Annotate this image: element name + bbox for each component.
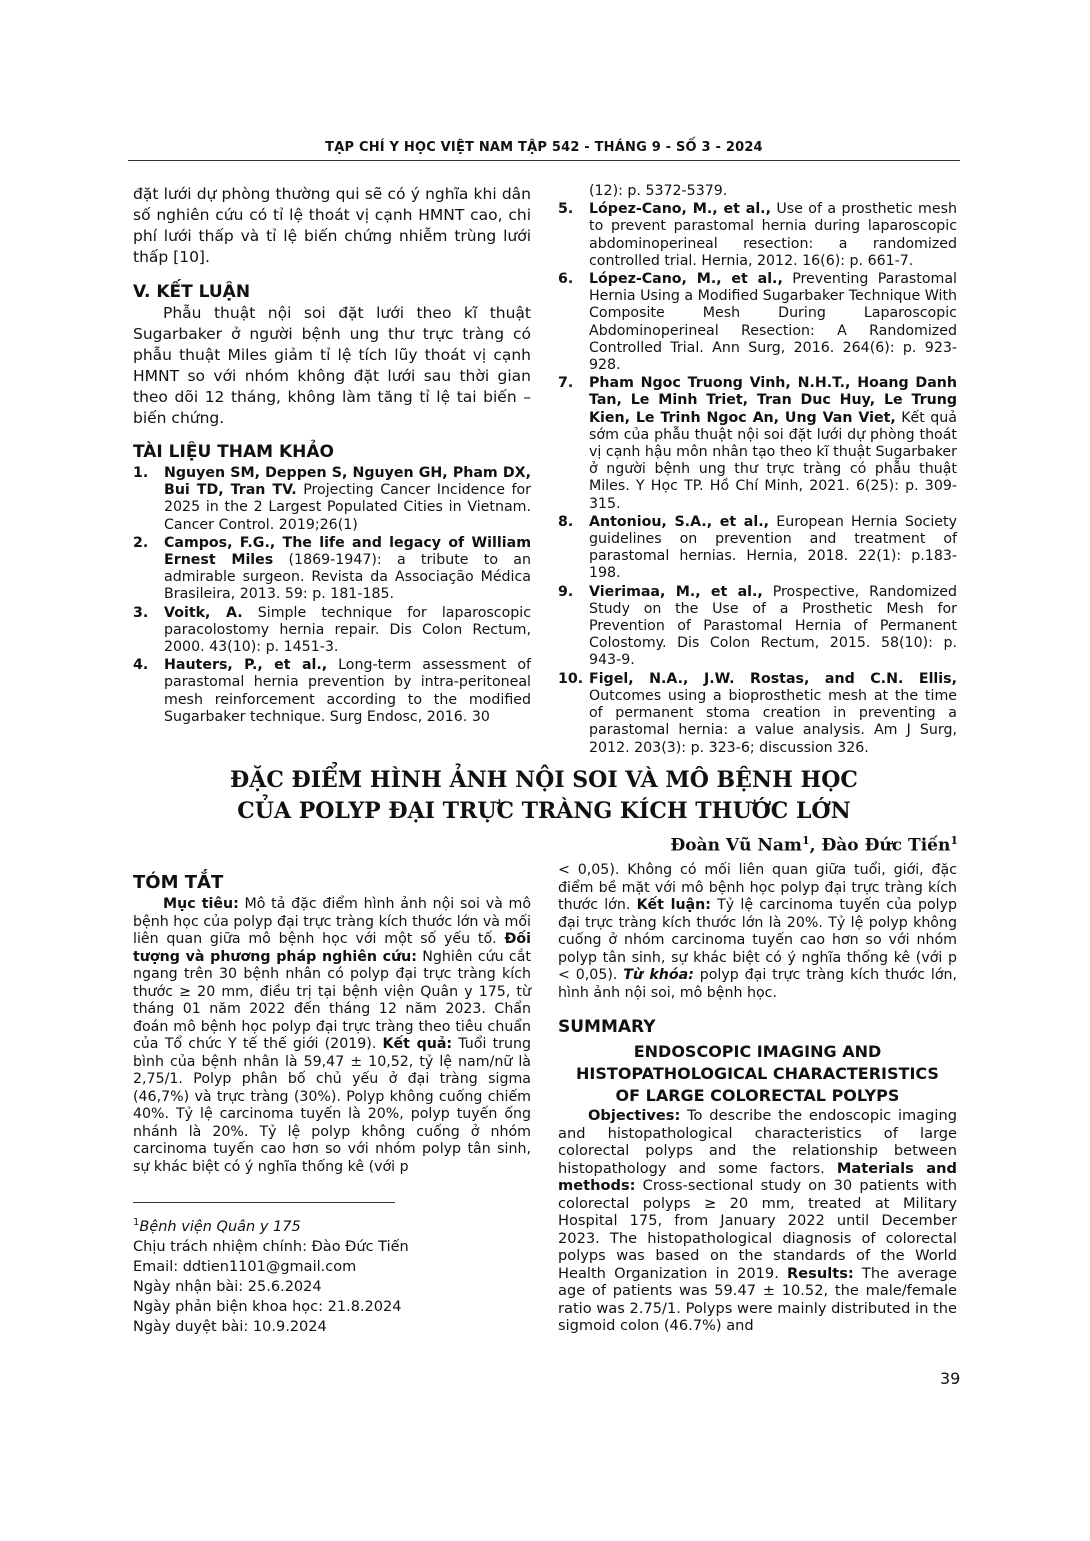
- reference-authors: López-Cano, M., et al.,: [589, 201, 771, 218]
- result-label: Kết quả:: [382, 1036, 453, 1052]
- author-1: Đoàn Vũ Nam: [670, 835, 802, 856]
- reference-text: [589, 375, 957, 513]
- abstract-vi: [133, 872, 531, 1176]
- summary-method-label: Materials and methods:: [558, 1159, 957, 1194]
- reference-details: Preventing Parastomal Hernia Using a Modified Sugarbaker Technique With Composite Mesh During Laparoscopic Abdominoperineal Resection: A Randomized Controlled Trial. Ann Surg, 2016. 264(6): p. 923-928.: [589, 271, 957, 374]
- email: Email: ddtien1101@gmail.com: [133, 1258, 357, 1275]
- summary-result-text: The average age of patients was 59.47 ± 10.52, the male/female ratio was 2.75/1. Polyps were mainly distributed in the sigmoid colon (46.7%) and: [558, 1264, 957, 1334]
- reference-number: 4.: [133, 657, 149, 674]
- conclusion-label: Kết luận:: [636, 897, 711, 913]
- reference-number: 8.: [558, 513, 574, 530]
- reference-details: (1869-1947): a tribute to an admirable surgeon. Revista da Associação Médica Brasileira, 2013. 59: p. 181-185.: [164, 552, 531, 603]
- header-rule: [128, 160, 960, 161]
- method-label: Đối tượng và phương pháp nghiên cứu:: [133, 931, 531, 965]
- reference-details: Outcomes using a bioprosthetic mesh at the time of permanent stoma creation in preventing a parastomal hernia: a value analysis. Am J Surg, 2012. 203(3): p. 323-6; discussion 326.: [589, 687, 957, 756]
- reference-number: 2.: [133, 534, 149, 551]
- conclusion-abstract-text: Tỷ lệ carcinoma tuyến của polyp đại trực tràng kích thước lớn là 20%. Tỷ lệ polyp không cuống ở nhóm carcinoma tuyến cao hơn so với nhóm polyp tân sinh, sự khác biệt có ý nghĩa thống kê (với p < 0,05).: [558, 897, 957, 983]
- reference-details: Kết quả sớm của phẫu thuật nội soi đặt lưới dự phòng thoát vị cạnh hậu môn nhân tạo theo kĩ thuật Sugarbaker ở người bệnh ung thư trực tràng có phẫu thuật Miles. Y Học TP. Hồ Chí Minh, 2021. 6(25): p. 309-315.: [589, 409, 957, 512]
- affiliation-text: Bệnh viện Quân y 175: [139, 1218, 301, 1235]
- reference-authors: Antoniou, S.A., et al.,: [589, 513, 770, 530]
- summary-result-label: Results:: [787, 1264, 854, 1282]
- references-heading: TÀI LIỆU THAM KHẢO: [133, 442, 334, 462]
- reference-authors: Campos, F.G., The life and legacy of William Ernest Miles: [164, 534, 531, 569]
- reference-authors: López-Cano, M., et al.,: [589, 271, 783, 288]
- summary-title-line-3: OF LARGE COLORECTAL POLYPS: [615, 1086, 900, 1105]
- right-column-bottom: [558, 862, 957, 1335]
- reference-details: Long-term assessment of parastomal hernia prevention by intra-peritoneal mesh reinforcement according to the modified Sugarbaker technique. Surg Endosc, 2016. 30: [164, 657, 531, 725]
- journal-header: TẠP CHÍ Y HỌC VIỆT NAM TẬP 542 - THÁNG 9 - SỐ 3 - 2024: [325, 140, 763, 155]
- reference-number: 10.: [558, 670, 584, 687]
- left-column-top: [133, 184, 531, 727]
- reference-text: [589, 671, 957, 757]
- discussion-tail-paragraph: đặt lưới dự phòng thường qui sẽ có ý nghĩa khi dân số nghiên cứu có tỉ lệ thoát vị cạnh HMNT cao, chi phí lưới thấp và tỉ lệ biến chứng nhiễm trùng lưới thấp [10].: [133, 185, 531, 266]
- summary-title-line-2: HISTOPATHOLOGICAL CHARACTERISTICS: [576, 1064, 939, 1083]
- article-title-line-2: CỦA POLYP ĐẠI TRỰC TRÀNG KÍCH THƯỚC LỚN: [237, 798, 851, 824]
- reference-authors: Hauters, P., et al.,: [164, 657, 328, 674]
- reference-number: 5.: [558, 201, 574, 218]
- accepted-date: Ngày duyệt bài: 10.9.2024: [133, 1318, 327, 1335]
- reference-text: [589, 514, 957, 583]
- reference-text: [164, 657, 531, 726]
- abstract-heading: TÓM TẮT: [133, 872, 224, 893]
- keywords-text: polyp đại trực tràng kích thước lớn, hình ảnh nội soi, mô bệnh học.: [558, 967, 957, 1001]
- reference-text: [164, 605, 531, 657]
- reference-authors: Nguyen SM, Deppen S, Nguyen GH, Pham DX, Bui TD, Tran TV.: [164, 465, 531, 499]
- footnote: [133, 1213, 533, 1337]
- summary-title-line-1: ENDOSCOPIC IMAGING AND: [633, 1042, 882, 1061]
- summary-body: [558, 1107, 957, 1335]
- reference-item: [558, 201, 957, 270]
- conclusion-text: Phẫu thuật nội soi đặt lưới theo kĩ thuật Sugarbaker ở người bệnh ung thư trực tràng có phẫu thuật Miles giảm tỉ lệ tích lũy thoát vị cạnh HMNT so với nhóm không đặt lưới sau thời gian theo dõi 12 tháng, không làm tăng tỉ lệ tai biến – biến chứng.: [133, 304, 531, 427]
- author-2-affil: 1: [950, 834, 958, 847]
- reference-text: [589, 584, 957, 670]
- references-list-right: [558, 201, 957, 757]
- reference-details: Projecting Cancer Incidence for 2025 in the 2 Largest Populated Cities in Vietnam. Cancer Control. 2019;26(1): [164, 482, 532, 533]
- right-column-top: [558, 183, 957, 758]
- objective-text: Mô tả đặc điểm hình ảnh nội soi và mô bệnh học của polyp đại trực tràng kích thước lớn và mối liên quan giữa mô bệnh học với một số yếu tố.: [133, 896, 532, 947]
- reference-details: European Hernia Society guidelines on prevention and treatment of parastomal hernias. Hernia, 2018. 22(1): p.183-198.: [589, 513, 957, 582]
- article-title: [128, 765, 960, 827]
- reference-number: 6.: [558, 271, 574, 288]
- affiliation-sup: 1: [133, 1217, 140, 1228]
- reference-text: [164, 465, 531, 534]
- reference-text: [589, 271, 957, 374]
- reference-item: [558, 671, 957, 757]
- continued-result-text: < 0,05). Không có mối liên quan giữa tuổi, giới, đặc điểm bề mặt với mô bệnh học polyp đại trực tràng kích thước lớn.: [558, 862, 957, 913]
- summary-title: [558, 1041, 957, 1107]
- reference-authors: Figel, N.A., J.W. Rostas, and C.N. Ellis,: [589, 670, 957, 687]
- affiliation: [133, 1213, 533, 1237]
- reference-authors: Pham Ngoc Truong Vinh, N.H.T., Hoang Danh Tan, Le Minh Triet, Tran Duc Huy, Le Trung Kien, Le Trinh Ngoc An, Ung Van Viet,: [589, 375, 957, 426]
- author-2: Đào Đức Tiến: [821, 835, 951, 856]
- reference-number: 3.: [133, 604, 149, 621]
- result-text: Tuổi trung bình của bệnh nhân là 59,47 ± 10,52, tỷ lệ nam/nữ là 2,75/1. Polyp phân bố chủ yếu ở đại tràng sigma (46,7%) và trực tràng (30%). Polyp không cuống chiếm 40%. Tỷ lệ carcinoma tuyến là 20%, polyp tuyến ống nhánh là 20%. Tỷ lệ polyp không cuống ở nhóm carcinoma tuyến cao hơn so với nhóm polyp tân sinh, sự khác biệt có ý nghĩa thống kê (với p: [133, 1036, 532, 1175]
- reference-item: [558, 514, 957, 583]
- summary-objective-text: To describe the endoscopic imaging and histopathological characteristics of large colorectal polyps and the relationship between histopathology and some factors.: [558, 1107, 957, 1177]
- reference-details: Simple technique for laparoscopic paracolostomy hernia repair. Dis Colon Rectum, 2000. 43(10): p. 1451-3.: [164, 604, 531, 656]
- article-title-line-1: ĐẶC ĐIỂM HÌNH ẢNH NỘI SOI VÀ MÔ BỆNH HỌC: [230, 767, 858, 793]
- reference-item: [558, 375, 957, 513]
- reference-text: [164, 535, 531, 604]
- summary-heading: SUMMARY: [558, 1017, 656, 1037]
- reference-number: 1.: [133, 465, 149, 481]
- objective-label: Mục tiêu:: [163, 896, 239, 912]
- summary-objective-label: Objectives:: [588, 1107, 681, 1124]
- reference-item: [558, 271, 957, 374]
- author-separator: ,: [809, 835, 822, 856]
- reference-continuation: (12): p. 5372-5379.: [589, 183, 728, 199]
- reference-item: [558, 584, 957, 670]
- reference-item: [133, 465, 531, 534]
- received-date: Ngày nhận bài: 25.6.2024: [133, 1278, 322, 1295]
- references-list-left: [133, 465, 531, 726]
- reference-number: 9.: [558, 583, 574, 600]
- responsible-author: Chịu trách nhiệm chính: Đào Đức Tiến: [133, 1238, 409, 1255]
- reference-item: [133, 605, 531, 657]
- reference-number: 7.: [558, 375, 574, 392]
- page-number: 39: [940, 1369, 961, 1388]
- footnote-rule: [133, 1202, 395, 1203]
- keywords-label: Từ khóa:: [623, 967, 694, 983]
- author-1-affil: 1: [801, 834, 810, 847]
- article-authors: [670, 834, 958, 856]
- summary-method-text: Cross-sectional study on 30 patients with colorectal polyps ≥ 20 mm, treated at Military Hospital 175, from January 2022 until December 2023. The histopathological diagnosis of colorectal polyps was based on the standards of the World Health Organization in 2019.: [558, 1177, 957, 1282]
- review-date: Ngày phản biện khoa học: 21.8.2024: [133, 1298, 402, 1315]
- abstract-body: [133, 896, 531, 1176]
- reference-details: Use of a prosthetic mesh to prevent parastomal hernia during laparoscopic abdominoperineal resection: a randomized controlled trial. Hernia, 2012. 16(6): p. 661-7.: [589, 201, 957, 269]
- reference-text: [589, 201, 957, 270]
- reference-details: Prospective, Randomized Study on the Use of a Prosthetic Mesh for Prevention of Parastomal Hernia of Permanent Colostomy. Dis Colon Rectum, 2015. 58(10): p. 943-9.: [589, 583, 958, 669]
- reference-authors: Vierimaa, M., et al.,: [589, 583, 763, 600]
- conclusion-heading: V. KẾT LUẬN: [133, 282, 251, 302]
- reference-item: [133, 535, 531, 604]
- reference-item: [133, 657, 531, 726]
- reference-authors: Voitk, A.: [164, 604, 243, 621]
- abstract-continuation: [558, 862, 957, 1002]
- method-text: Nghiên cứu cắt ngang trên 30 bệnh nhân có polyp đại trực tràng kích thước ≥ 20 mm, điều trị tại bệnh viện Quân y 175, từ tháng 01 năm 2022 đến tháng 12 năm 2023. Chẩn đoán mô bệnh học polyp đại trực tràng theo tiêu chuẩn của Tổ chức Y tế thế giới (2019).: [133, 948, 531, 1052]
